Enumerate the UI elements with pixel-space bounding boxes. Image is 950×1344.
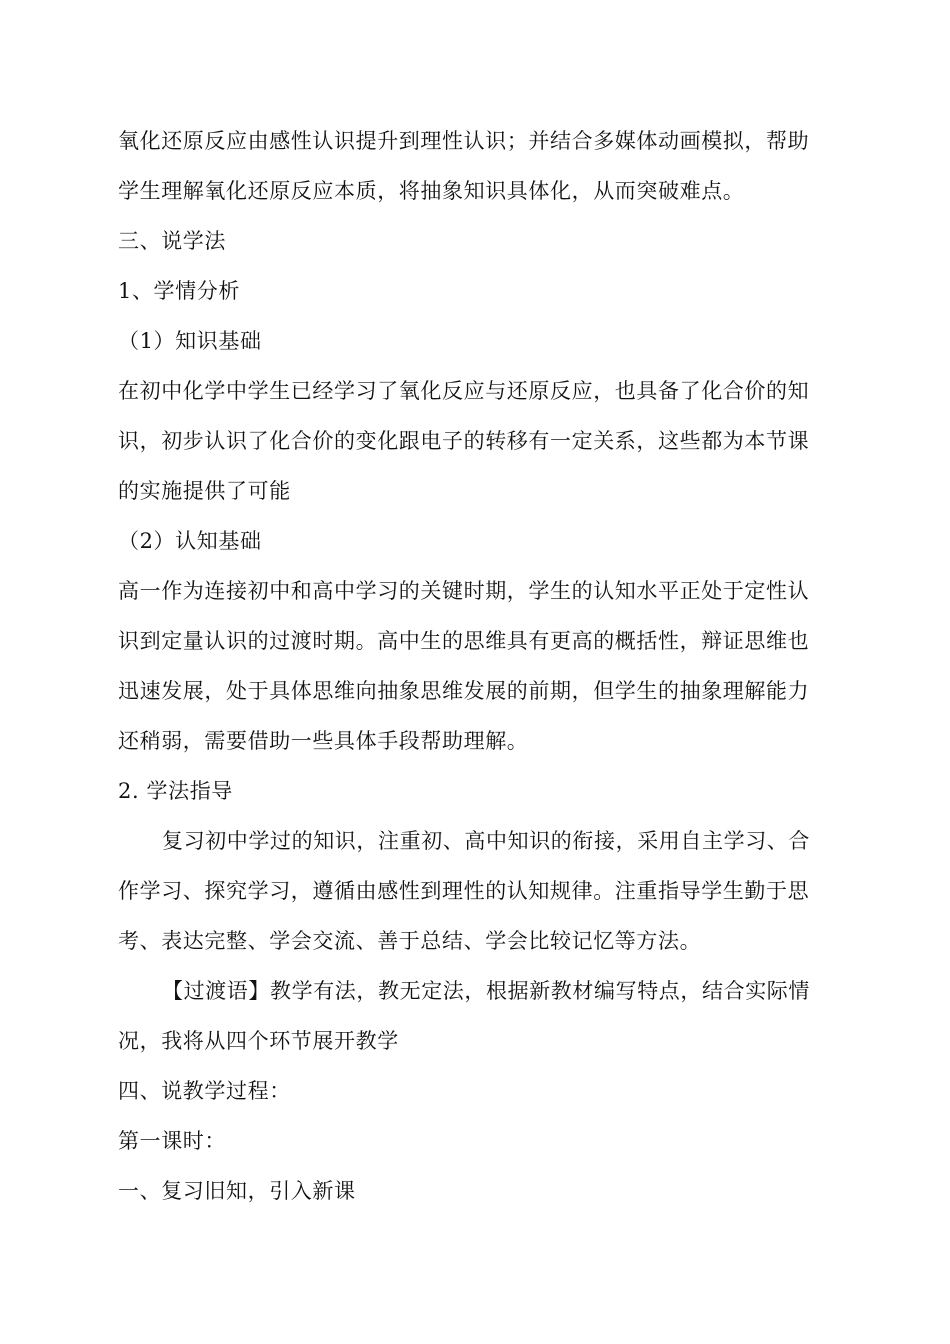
paragraph-line: 考、表达完整、学会交流、善于总结、学会比较记忆等方法。	[118, 929, 702, 953]
subsection-heading: 一、复习旧知，引入新课	[118, 1179, 356, 1203]
paragraph-line: 复习初中学过的知识，注重初、高中知识的衔接，采用自主学习、合	[162, 829, 810, 853]
paragraph-line: 迅速发展，处于具体思维向抽象思维发展的前期，但学生的抽象理解能力	[118, 679, 810, 703]
paragraph-line: 在初中化学中学生已经学习了氧化反应与还原反应，也具备了化合价的知	[118, 379, 810, 403]
subsection-heading: 第一课时：	[118, 1129, 226, 1153]
subsection-heading: 2. 学法指导	[118, 779, 233, 803]
document-body	[118, 116, 834, 1216]
paragraph-line: 氧化还原反应由感性认识提升到理性认识；并结合多媒体动画模拟，帮助	[118, 129, 810, 153]
paragraph-line: 还稍弱，需要借助一些具体手段帮助理解。	[118, 729, 529, 753]
paragraph-line: 【过渡语】教学有法，教无定法，根据新教材编写特点，结合实际情	[162, 979, 810, 1003]
section-heading: 四、说教学过程：	[118, 1079, 291, 1103]
paragraph-line: 况，我将从四个环节展开教学	[118, 1029, 399, 1053]
subsection-heading: （1）知识基础	[118, 329, 262, 353]
paragraph-line: 高一作为连接初中和高中学习的关键时期，学生的认知水平正处于定性认	[118, 579, 810, 603]
paragraph-line: 作学习、探究学习，遵循由感性到理性的认知规律。注重指导学生勤于思	[118, 879, 810, 903]
paragraph-line: 识，初步认识了化合价的变化跟电子的转移有一定关系，这些都为本节课	[118, 429, 810, 453]
subsection-heading: 1、学情分析	[118, 279, 240, 303]
paragraph-line: 的实施提供了可能	[118, 479, 291, 503]
paragraph-line: 学生理解氧化还原反应本质，将抽象知识具体化，从而突破难点。	[118, 179, 745, 203]
paragraph-line: 识到定量认识的过渡时期。高中生的思维具有更高的概括性，辩证思维也	[118, 629, 810, 653]
section-heading: 三、说学法	[118, 229, 226, 253]
subsection-heading: （2）认知基础	[118, 529, 262, 553]
